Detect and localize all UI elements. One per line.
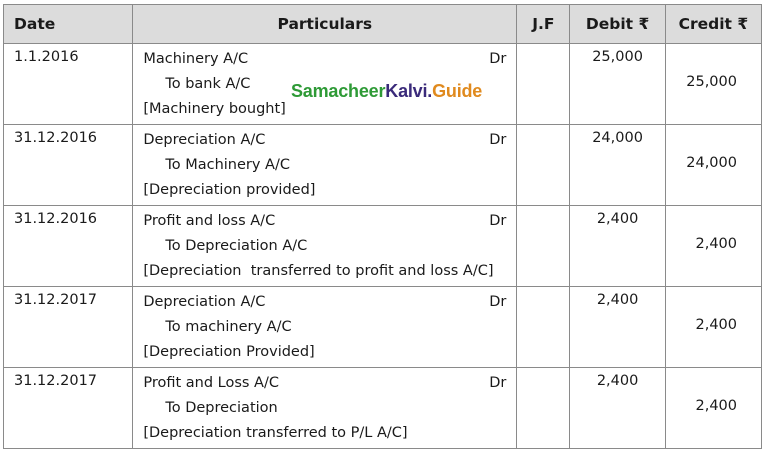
header-credit: Credit ₹ (665, 5, 761, 44)
narration: [Depreciation transferred to profit and loss A/C] (143, 263, 494, 279)
narration: [Depreciation transferred to P/L A/C] (143, 425, 408, 441)
entry-credit: 25,000 (665, 44, 761, 125)
credit-account: To machinery A/C (165, 319, 292, 335)
dr-marker: Dr (489, 294, 507, 310)
entry-jf (517, 287, 570, 368)
debit-account: Profit and loss A/C (143, 213, 276, 229)
narration: [Machinery bought] (143, 101, 286, 117)
table-row (4, 368, 762, 449)
entry-particulars (133, 287, 517, 368)
entry-debit: 25,000 (570, 44, 665, 125)
entry-date: 31.12.2017 (4, 287, 133, 368)
dr-marker: Dr (489, 132, 507, 148)
header-jf: J.F (517, 5, 570, 44)
header-debit: Debit ₹ (570, 5, 665, 44)
entry-debit: 2,400 (570, 368, 665, 449)
credit-account: To bank A/C (165, 76, 251, 92)
entry-credit: 24,000 (665, 125, 761, 206)
debit-account: Depreciation A/C (143, 294, 266, 310)
dr-marker: Dr (489, 375, 507, 391)
table-header-row (4, 5, 762, 44)
site-watermark (291, 81, 482, 102)
entry-particulars (133, 206, 517, 287)
debit-account: Depreciation A/C (143, 132, 266, 148)
entry-date: 31.12.2017 (4, 368, 133, 449)
entry-date: 31.12.2016 (4, 206, 133, 287)
entry-debit: 2,400 (570, 206, 665, 287)
entry-debit: 24,000 (570, 125, 665, 206)
entry-particulars (133, 125, 517, 206)
narration: [Depreciation Provided] (143, 344, 315, 360)
entry-particulars (133, 368, 517, 449)
table-row (4, 125, 762, 206)
entry-jf (517, 368, 570, 449)
entry-date: 1.1.2016 (4, 44, 133, 125)
header-date: Date (4, 5, 133, 44)
entry-jf (517, 206, 570, 287)
header-particulars: Particulars (133, 5, 517, 44)
entry-credit: 2,400 (665, 368, 761, 449)
dr-marker: Dr (489, 213, 507, 229)
watermark-part-2: Kalvi. (385, 81, 433, 101)
entry-jf (517, 125, 570, 206)
table-row (4, 206, 762, 287)
entry-debit: 2,400 (570, 287, 665, 368)
watermark-part-1: Samacheer (291, 81, 386, 101)
narration: [Depreciation provided] (143, 182, 316, 198)
debit-account: Machinery A/C (143, 51, 249, 67)
credit-account: To Depreciation (165, 400, 278, 416)
debit-account: Profit and Loss A/C (143, 375, 279, 391)
table-row (4, 287, 762, 368)
credit-account: To Depreciation A/C (165, 238, 308, 254)
journal-entries-table (3, 4, 762, 449)
dr-marker: Dr (489, 51, 507, 67)
entry-date: 31.12.2016 (4, 125, 133, 206)
credit-account: To Machinery A/C (165, 157, 290, 173)
entry-jf (517, 44, 570, 125)
watermark-part-3: Guide (432, 81, 483, 101)
entry-credit: 2,400 (665, 206, 761, 287)
entry-credit: 2,400 (665, 287, 761, 368)
